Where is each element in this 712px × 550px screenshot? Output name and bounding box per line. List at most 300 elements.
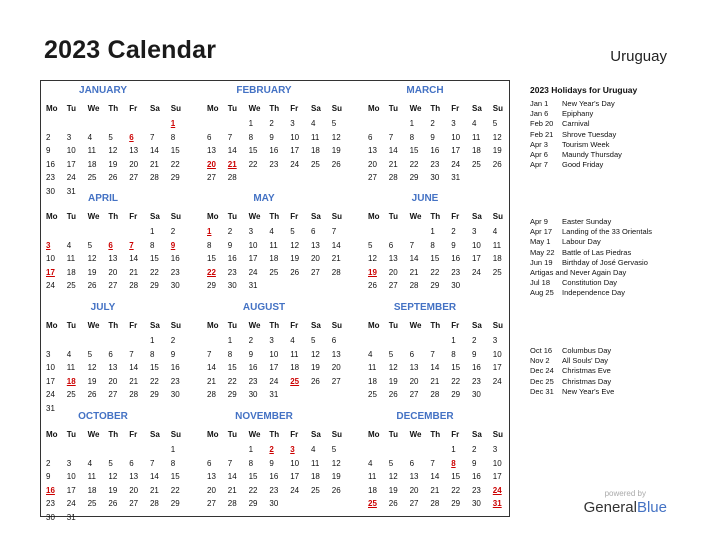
holiday-item: [530, 248, 700, 258]
holiday-day-cell: 18: [66, 376, 76, 386]
weekday-header-row: [203, 316, 349, 334]
holiday-item: [530, 227, 700, 237]
day-cell: 24: [46, 390, 55, 400]
day-cell: 10: [248, 240, 258, 250]
day-cell: 12: [290, 240, 300, 250]
holiday-date: Jan 1: [530, 99, 549, 108]
day-cell: 18: [310, 472, 320, 482]
day-cell: 26: [492, 159, 502, 169]
holiday-item: [530, 217, 700, 227]
day-cell: 3: [492, 445, 498, 455]
holiday-date: May 22: [530, 247, 555, 257]
day-cell: 31: [66, 186, 76, 196]
day-cell: 2: [430, 119, 435, 129]
day-cell: 9: [269, 132, 274, 142]
day-cell: 3: [46, 349, 51, 359]
day-cell: 18: [87, 159, 97, 169]
day-cell: 7: [331, 227, 337, 237]
day-cell: 23: [471, 376, 481, 386]
weekday-header-row: [203, 207, 349, 225]
day-cell: 3: [248, 227, 254, 237]
month-february: [203, 83, 349, 185]
weekday-header: Su: [331, 211, 343, 221]
week-row: [203, 484, 349, 498]
day-cell: 7: [430, 349, 435, 359]
week-row: [364, 334, 510, 348]
day-cell: 19: [108, 159, 118, 169]
week-row: [364, 131, 510, 145]
day-cell: 11: [87, 472, 96, 482]
day-cell: 15: [451, 472, 461, 482]
day-cell: 26: [331, 485, 341, 495]
week-row: [42, 470, 188, 484]
day-cell: 11: [471, 132, 481, 142]
brand-footer: [584, 489, 667, 516]
holiday-name: Independence Day: [562, 288, 625, 298]
day-cell: 1: [149, 227, 155, 237]
day-cell: 1: [451, 445, 456, 455]
week-row: [203, 348, 349, 362]
weekday-header: Su: [492, 103, 504, 113]
week-row: [203, 225, 349, 239]
week-row: [42, 443, 188, 457]
weekday-header: Fr: [451, 211, 460, 221]
day-cell: 16: [269, 146, 279, 156]
week-row: [203, 266, 349, 280]
day-cell: 21: [129, 376, 139, 386]
day-cell: 27: [129, 499, 139, 509]
day-cell: 2: [248, 336, 254, 346]
weekday-header: We: [87, 320, 100, 330]
day-cell: 24: [492, 376, 502, 386]
holiday-name: Birthday of José Gervasio: [562, 257, 648, 267]
day-cell: 16: [46, 159, 55, 169]
day-cell: 30: [248, 390, 258, 400]
holiday-name: Tourism Week: [562, 139, 610, 149]
week-row: [42, 375, 188, 389]
day-cell: 13: [207, 146, 216, 156]
holiday-day-cell: 3: [46, 240, 51, 250]
day-cell: 9: [471, 458, 477, 468]
week-row: [42, 497, 188, 511]
day-cell: 7: [129, 349, 134, 359]
holiday-name: Artigas and Never Again Day: [530, 267, 627, 277]
weekday-header: Su: [170, 211, 182, 221]
day-cell: 23: [269, 159, 279, 169]
day-cell: 15: [170, 146, 180, 156]
weekday-header: Tu: [227, 103, 237, 113]
day-cell: 18: [368, 485, 377, 495]
day-cell: 24: [66, 499, 76, 509]
week-row: [42, 457, 188, 471]
week-row: [42, 334, 188, 348]
day-cell: 2: [170, 336, 176, 346]
holiday-day-cell: 25: [290, 376, 300, 386]
day-cell: 12: [492, 132, 502, 142]
weekday-header-row: [203, 425, 349, 443]
weekday-header: Su: [170, 429, 182, 439]
weekday-header: Fr: [451, 429, 460, 439]
day-cell: 6: [129, 458, 134, 468]
holiday-name: Easter Sunday: [562, 217, 612, 226]
weekday-header: Tu: [388, 211, 398, 221]
holiday-item: [530, 288, 700, 298]
week-row: [42, 117, 188, 131]
day-cell: 19: [108, 485, 118, 495]
holiday-item: [530, 356, 700, 366]
day-cell: 3: [290, 119, 295, 129]
day-cell: 14: [409, 254, 419, 264]
day-cell: 17: [492, 363, 502, 373]
month-name: OCTOBER: [78, 411, 128, 422]
weekday-header: Th: [430, 429, 441, 439]
day-cell: 1: [430, 227, 435, 237]
day-cell: 21: [430, 376, 440, 386]
day-cell: 4: [87, 132, 93, 142]
day-cell: 28: [129, 281, 139, 291]
day-cell: 9: [227, 240, 233, 250]
week-row: [42, 484, 188, 498]
day-cell: 23: [46, 499, 55, 509]
day-cell: 10: [492, 458, 502, 468]
day-cell: 27: [409, 499, 419, 509]
week-row: [203, 117, 349, 131]
week-row: [42, 239, 188, 253]
day-cell: 2: [451, 227, 456, 237]
day-cell: 26: [108, 173, 118, 183]
day-cell: 28: [227, 173, 237, 183]
weekday-header: Sa: [471, 211, 482, 221]
country-label: Uruguay: [610, 48, 667, 65]
holiday-name: New Year's Eve: [562, 386, 615, 396]
weekday-header: Tu: [388, 320, 398, 330]
weekday-header: Tu: [66, 429, 76, 439]
day-cell: 26: [331, 159, 341, 169]
day-cell: 11: [368, 363, 377, 373]
day-cell: 26: [310, 376, 320, 386]
day-cell: 27: [368, 173, 377, 183]
week-row: [364, 144, 510, 158]
day-cell: 30: [170, 390, 180, 400]
day-cell: 18: [492, 254, 502, 264]
brand-logo[interactable]: [584, 499, 667, 516]
day-cell: 14: [388, 146, 398, 156]
week-row: [364, 375, 510, 389]
day-cell: 12: [331, 132, 341, 142]
holiday-day-cell: 17: [46, 267, 55, 277]
day-cell: 29: [451, 390, 461, 400]
day-cell: 21: [149, 485, 159, 495]
week-row: [203, 279, 349, 293]
day-cell: 29: [227, 390, 237, 400]
day-cell: 27: [409, 390, 419, 400]
holiday-name: Shrove Tuesday: [562, 129, 617, 139]
weekday-header: Sa: [471, 429, 482, 439]
day-cell: 9: [248, 349, 254, 359]
holiday-item: [530, 268, 700, 278]
weekday-header: Th: [108, 429, 119, 439]
day-cell: 28: [149, 173, 159, 183]
holiday-date: Dec 24: [530, 366, 554, 376]
day-cell: 1: [227, 336, 233, 346]
week-row: [364, 388, 510, 402]
day-cell: 24: [46, 281, 55, 291]
holiday-item: [530, 160, 700, 170]
week-row: [42, 361, 188, 375]
day-cell: 7: [207, 349, 212, 359]
day-cell: 10: [46, 254, 55, 264]
day-cell: 9: [46, 146, 51, 156]
holiday-date: Jul 18: [530, 278, 551, 288]
day-cell: 4: [310, 445, 316, 455]
day-cell: 27: [331, 376, 341, 386]
day-cell: 8: [207, 240, 212, 250]
day-cell: 14: [149, 472, 159, 482]
day-cell: 3: [451, 119, 456, 129]
week-row: [203, 457, 349, 471]
week-row: [203, 361, 349, 375]
weekday-header: Tu: [388, 429, 398, 439]
day-cell: 10: [66, 146, 76, 156]
day-cell: 29: [149, 281, 159, 291]
holiday-day-cell: 2: [269, 445, 274, 455]
weekday-header: Th: [108, 103, 119, 113]
day-cell: 9: [430, 132, 435, 142]
day-cell: 21: [149, 159, 159, 169]
holiday-date: Oct 16: [530, 346, 553, 355]
day-cell: 18: [290, 363, 300, 373]
day-cell: 14: [129, 254, 139, 264]
day-cell: 16: [248, 363, 258, 373]
day-cell: 1: [409, 119, 415, 129]
day-cell: 28: [129, 390, 139, 400]
week-row: [203, 470, 349, 484]
day-cell: 21: [227, 485, 237, 495]
holiday-name: Constitution Day: [562, 278, 618, 288]
day-cell: 28: [409, 281, 419, 291]
day-cell: 11: [492, 240, 502, 250]
weekday-header: We: [248, 320, 261, 330]
day-cell: 7: [227, 458, 233, 468]
weekday-header-row: [364, 207, 510, 225]
week-row: [42, 144, 188, 158]
day-cell: 12: [388, 363, 398, 373]
day-cell: 27: [207, 499, 216, 509]
day-cell: 24: [471, 267, 481, 277]
calendar-grid: [40, 80, 510, 522]
day-cell: 5: [331, 119, 337, 129]
holiday-date: Apr 3: [530, 139, 548, 149]
weekday-header: Su: [170, 320, 182, 330]
day-cell: 28: [430, 499, 440, 509]
day-cell: 27: [207, 173, 216, 183]
day-cell: 7: [388, 132, 394, 142]
weekday-header-row: [203, 99, 349, 117]
day-cell: 23: [46, 173, 55, 183]
weekday-header: Th: [269, 103, 280, 113]
day-cell: 29: [170, 173, 180, 183]
week-row: [364, 252, 510, 266]
holiday-item: [530, 278, 700, 288]
day-cell: 11: [269, 240, 278, 250]
holiday-date: Nov 2: [530, 356, 550, 366]
day-cell: 14: [227, 472, 237, 482]
day-cell: 11: [310, 458, 320, 468]
weekday-header: Mo: [46, 320, 58, 330]
weekday-header: Sa: [149, 320, 160, 330]
day-cell: 23: [248, 376, 258, 386]
day-cell: 23: [170, 267, 180, 277]
day-cell: 16: [471, 363, 481, 373]
holiday-name: Epiphany: [562, 109, 594, 119]
month-name: JANUARY: [79, 85, 127, 96]
holiday-item: [530, 109, 700, 119]
day-cell: 2: [471, 445, 477, 455]
day-cell: 8: [170, 458, 176, 468]
week-row: [203, 334, 349, 348]
day-cell: 22: [170, 159, 180, 169]
day-cell: 29: [149, 390, 159, 400]
day-cell: 4: [368, 349, 373, 359]
day-cell: 8: [409, 132, 415, 142]
day-cell: 6: [207, 132, 212, 142]
weekday-header: Tu: [388, 103, 398, 113]
day-cell: 17: [290, 472, 300, 482]
month-name: MARCH: [406, 85, 444, 96]
day-cell: 24: [248, 267, 258, 277]
weekday-header: Su: [331, 103, 343, 113]
day-cell: 26: [290, 267, 300, 277]
day-cell: 5: [388, 458, 394, 468]
day-cell: 3: [269, 336, 274, 346]
weekday-header: Tu: [66, 103, 76, 113]
day-cell: 13: [388, 254, 398, 264]
week-row: [203, 252, 349, 266]
month-name: JULY: [90, 302, 116, 313]
week-row: [203, 443, 349, 457]
weekday-header: Tu: [227, 320, 237, 330]
holiday-name: Columbus Day: [562, 346, 612, 355]
day-cell: 30: [430, 173, 440, 183]
week-row: [42, 225, 188, 239]
weekday-header-row: [42, 207, 188, 225]
month-may: [203, 191, 349, 293]
day-cell: 12: [87, 363, 97, 373]
weekday-header: We: [87, 103, 100, 113]
day-cell: 1: [248, 445, 254, 455]
holiday-name: Labour Day: [562, 237, 601, 247]
day-cell: 26: [87, 390, 97, 400]
weekday-header: Mo: [368, 103, 380, 113]
month-january: [42, 83, 188, 198]
day-cell: 20: [331, 363, 341, 373]
day-cell: 15: [207, 254, 216, 264]
day-cell: 7: [227, 132, 233, 142]
month-october: [42, 409, 188, 524]
day-cell: 25: [87, 499, 97, 509]
holiday-day-cell: 8: [451, 458, 456, 468]
week-row: [364, 171, 510, 185]
weekday-header: Su: [170, 103, 182, 113]
holiday-day-cell: 31: [492, 499, 502, 509]
day-cell: 28: [388, 173, 398, 183]
day-cell: 25: [471, 159, 481, 169]
day-cell: 19: [87, 267, 97, 277]
holiday-day-cell: 16: [46, 485, 55, 495]
day-cell: 3: [471, 227, 477, 237]
day-cell: 11: [290, 349, 299, 359]
day-cell: 4: [269, 227, 274, 237]
week-row: [364, 239, 510, 253]
day-cell: 9: [471, 349, 477, 359]
brand-blue: Blue: [636, 499, 667, 516]
day-cell: 2: [46, 132, 51, 142]
day-cell: 22: [451, 376, 461, 386]
day-cell: 18: [66, 267, 76, 277]
day-cell: 20: [207, 485, 216, 495]
day-cell: 28: [430, 390, 440, 400]
day-cell: 6: [207, 458, 212, 468]
weekday-header: Sa: [149, 211, 160, 221]
day-cell: 23: [227, 267, 237, 277]
day-cell: 8: [248, 132, 254, 142]
day-cell: 22: [451, 485, 461, 495]
holiday-item: [530, 99, 700, 109]
day-cell: 4: [66, 240, 72, 250]
weekday-header: Su: [331, 320, 343, 330]
month-name: MAY: [253, 193, 275, 204]
day-cell: 22: [227, 376, 237, 386]
day-cell: 1: [451, 336, 456, 346]
day-cell: 19: [492, 146, 502, 156]
day-cell: 10: [290, 132, 300, 142]
holiday-day-cell: 20: [207, 159, 216, 169]
holiday-date: Dec 31: [530, 386, 554, 396]
day-cell: 13: [108, 254, 118, 264]
day-cell: 5: [87, 349, 93, 359]
week-row: [42, 388, 188, 402]
day-cell: 1: [248, 119, 254, 129]
weekday-header: Sa: [310, 211, 321, 221]
month-name: APRIL: [88, 193, 118, 204]
holiday-item: [530, 150, 700, 160]
day-cell: 13: [331, 349, 341, 359]
day-cell: 30: [471, 499, 481, 509]
day-cell: 25: [87, 173, 97, 183]
day-cell: 15: [409, 146, 419, 156]
day-cell: 16: [170, 363, 180, 373]
holiday-name: New Year's Day: [562, 99, 615, 108]
day-cell: 14: [149, 146, 159, 156]
month-april: [42, 191, 188, 293]
day-cell: 31: [46, 403, 55, 413]
day-cell: 16: [170, 254, 180, 264]
week-row: [203, 497, 349, 511]
day-cell: 15: [227, 363, 237, 373]
day-cell: 17: [290, 146, 300, 156]
day-cell: 4: [471, 119, 477, 129]
week-row: [364, 470, 510, 484]
day-cell: 5: [492, 119, 498, 129]
day-cell: 4: [290, 336, 295, 346]
weekday-header: Th: [269, 320, 280, 330]
holiday-name: Christmas Day: [562, 376, 612, 386]
week-row: [203, 131, 349, 145]
day-cell: 1: [170, 445, 176, 455]
holiday-day-cell: 1: [207, 227, 212, 237]
weekday-header-row: [42, 316, 188, 334]
day-cell: 19: [87, 376, 97, 386]
